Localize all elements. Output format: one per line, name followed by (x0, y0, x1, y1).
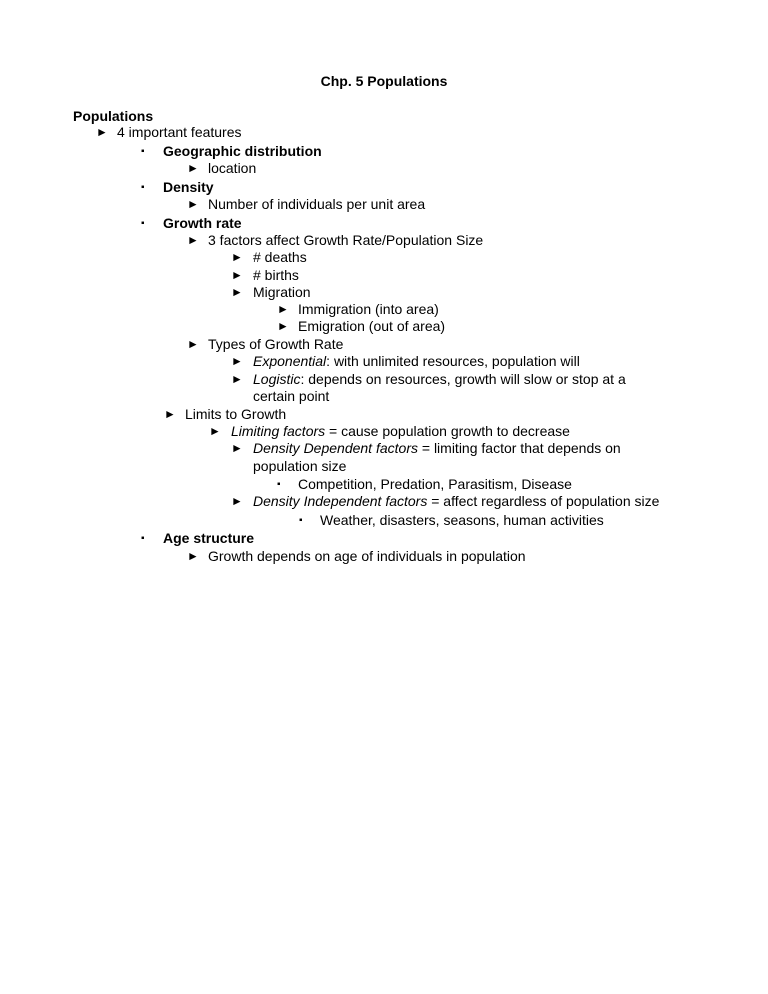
list-item-density-dependent-examples: Competition, Predation, Parasitism, Disease (298, 476, 572, 492)
list-item-density-independent (253, 493, 659, 510)
page-title: Chp. 5 Populations (320, 73, 448, 89)
list-item-location: location (208, 160, 257, 176)
list-item-logistic-continued: certain point (253, 388, 330, 404)
list-item-features: 4 important features (117, 124, 242, 140)
square-bullet-icon: ▪ (141, 218, 145, 229)
term-limiting-factors: Limiting factors (231, 423, 326, 439)
list-item-types-of-growth-rate: Types of Growth Rate (208, 336, 344, 352)
list-item-density: Density (163, 179, 214, 195)
arrow-bullet-icon: ► (187, 233, 199, 247)
arrow-bullet-icon: ► (187, 161, 199, 175)
arrow-bullet-icon: ► (209, 424, 221, 438)
arrow-bullet-icon: ► (231, 441, 243, 455)
list-item-births: # births (253, 267, 299, 283)
arrow-bullet-icon: ► (277, 302, 289, 316)
list-item-deaths: # deaths (253, 249, 307, 265)
list-item-exponential (253, 353, 580, 370)
arrow-bullet-icon: ► (231, 372, 243, 386)
square-bullet-icon: ▪ (299, 515, 303, 526)
term-exponential: Exponential (253, 353, 327, 369)
arrow-bullet-icon: ► (187, 197, 199, 211)
list-item-growth-rate: Growth rate (163, 215, 242, 231)
definition-density-dependent: = limiting factor that depends on (417, 440, 621, 456)
square-bullet-icon: ▪ (277, 479, 281, 490)
arrow-bullet-icon: ► (96, 125, 108, 139)
list-item-emigration: Emigration (out of area) (298, 318, 446, 334)
definition-exponential: : with unlimited resources, population will (326, 353, 580, 369)
list-item-migration: Migration (253, 284, 311, 300)
arrow-bullet-icon: ► (187, 549, 199, 563)
term-logistic: Logistic (253, 371, 301, 387)
definition-limiting-factors: = cause population growth to decrease (325, 423, 570, 439)
list-item-limiting-factors (231, 423, 570, 440)
list-item-density-definition: Number of individuals per unit area (208, 196, 426, 212)
section-heading: Populations (73, 108, 154, 124)
list-item-density-dependent-continued: population size (253, 458, 347, 474)
square-bullet-icon: ▪ (141, 182, 145, 193)
square-bullet-icon: ▪ (141, 533, 145, 544)
list-item-three-factors: 3 factors affect Growth Rate/Population Size (208, 232, 484, 248)
list-item-age-structure: Age structure (163, 530, 255, 546)
arrow-bullet-icon: ► (277, 319, 289, 333)
arrow-bullet-icon: ► (164, 407, 176, 421)
list-item-age-structure-definition: Growth depends on age of individuals in population (208, 548, 526, 564)
arrow-bullet-icon: ► (231, 268, 243, 282)
list-item-logistic (253, 371, 626, 388)
arrow-bullet-icon: ► (231, 494, 243, 508)
definition-logistic: : depends on resources, growth will slow or stop at a (300, 371, 626, 387)
arrow-bullet-icon: ► (231, 354, 243, 368)
list-item-immigration: Immigration (into area) (298, 301, 439, 317)
term-density-independent: Density Independent factors (253, 493, 428, 509)
arrow-bullet-icon: ► (187, 337, 199, 351)
definition-density-independent: = affect regardless of population size (427, 493, 660, 509)
arrow-bullet-icon: ► (231, 250, 243, 264)
square-bullet-icon: ▪ (141, 146, 145, 157)
list-item-limits-to-growth: Limits to Growth (185, 406, 287, 422)
list-item-density-dependent (253, 440, 621, 457)
term-density-dependent: Density Dependent factors (253, 440, 418, 456)
list-item-geographic-distribution: Geographic distribution (163, 143, 322, 159)
list-item-density-independent-examples: Weather, disasters, seasons, human activities (320, 512, 604, 528)
arrow-bullet-icon: ► (231, 285, 243, 299)
